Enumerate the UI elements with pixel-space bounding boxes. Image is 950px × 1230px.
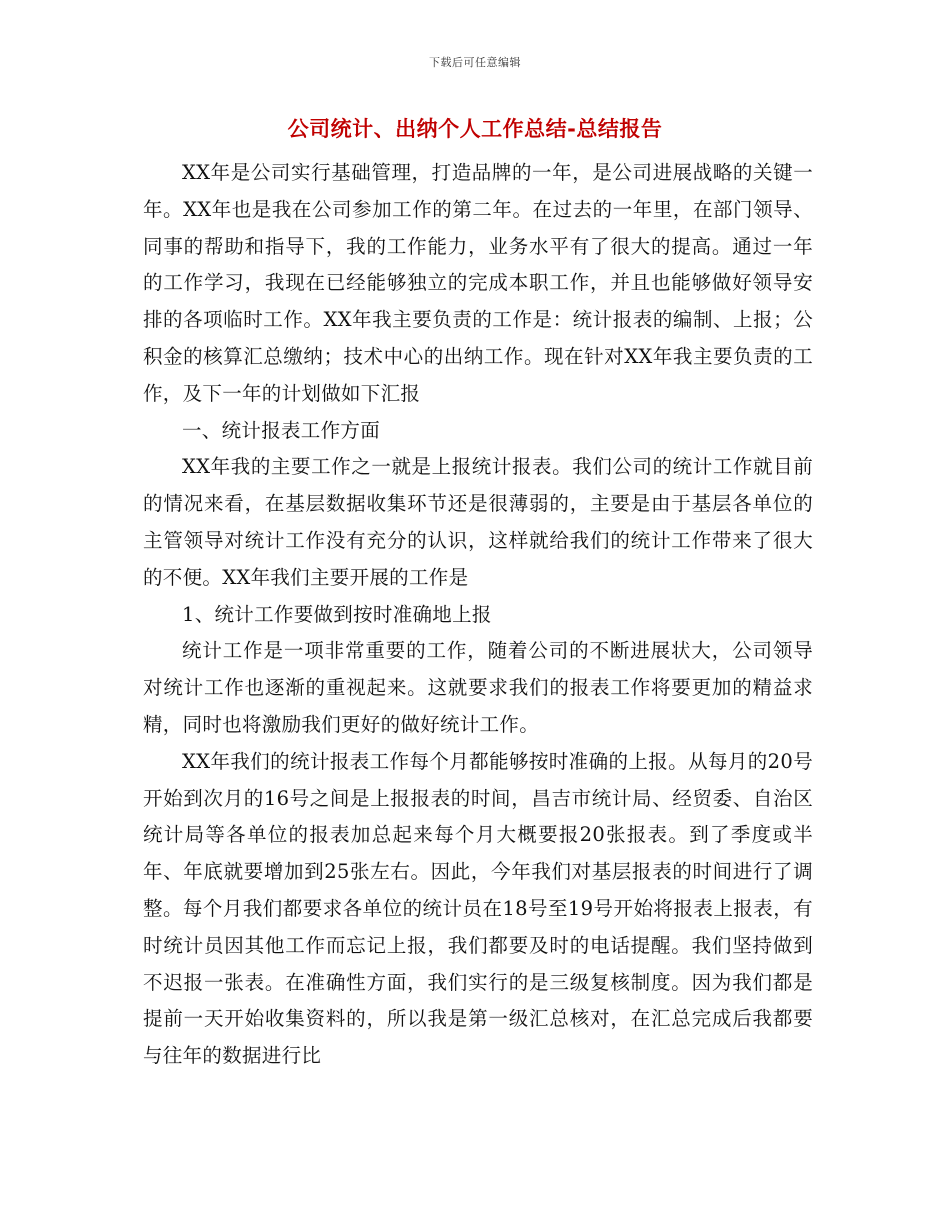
page-header: 下载后可任意编辑 bbox=[429, 56, 521, 69]
paragraph-statistics-overview: XX年我的主要工作之一就是上报统计报表。我们公司的统计工作就目前的情况来看，在基层数据收集环节还是很薄弱的，主要是由于基层各单位的主管领导对统计工作没有充分的认识，这样就给我们的统计工作带来了很大的不便。XX年我们主要开展的工作是 bbox=[143, 455, 813, 589]
subsection-heading-timely-reporting: 1、统计工作要做到按时准确地上报 bbox=[182, 602, 492, 626]
paragraph-reporting-details: XX年我们的统计报表工作每个月都能够按时准确的上报。从每月的20号开始到次月的16号之间是上报报表的时间，昌吉市统计局、经贸委、自治区统计局等各单位的报表加总起来每个月大概要报20张报表。到了季度或半年、年底就要增加到25张左右。因此，今年我们对基层报表的时间进行了调整。每个月我们都要求各单位的统计员在18号至19号开始将报表上报表，有时统计员因其他工作而忘记上报，我们都要及时的电话提醒。我们坚持做到不迟报一张表。在准确性方面，我们实行的是三级复核制度。因为我们都是提前一天开始收集资料的，所以我是第一级汇总核对，在汇总完成后我都要与往年的数据进行比 bbox=[143, 749, 813, 1068]
paragraph-intro: XX年是公司实行基础管理，打造品牌的一年，是公司进展战略的关键一年。XX年也是我在公司参加工作的第二年。在过去的一年里，在部门领导、同事的帮助和指导下，我的工作能力，业务水平有了很大的提高。通过一年的工作学习，我现在已经能够独立的完成本职工作，并且也能够做好领导安排的各项临时工作。XX年我主要负责的工作是：统计报表的编制、上报；公积金的核算汇总缴纳；技术中心的出纳工作。现在针对XX年我主要负责的工作，及下一年的计划做如下汇报 bbox=[143, 161, 813, 405]
paragraph-statistics-importance: 统计工作是一项非常重要的工作，随着公司的不断进展状大，公司领导对统计工作也逐渐的重视起来。这就要求我们的报表工作将要更加的精益求精，同时也将激励我们更好的做好统计工作。 bbox=[143, 639, 813, 736]
document-title: 公司统计、出纳个人工作总结-总结报告 bbox=[287, 117, 663, 141]
section-heading-statistics: 一、统计报表工作方面 bbox=[182, 418, 381, 442]
document-body bbox=[143, 155, 813, 1075]
